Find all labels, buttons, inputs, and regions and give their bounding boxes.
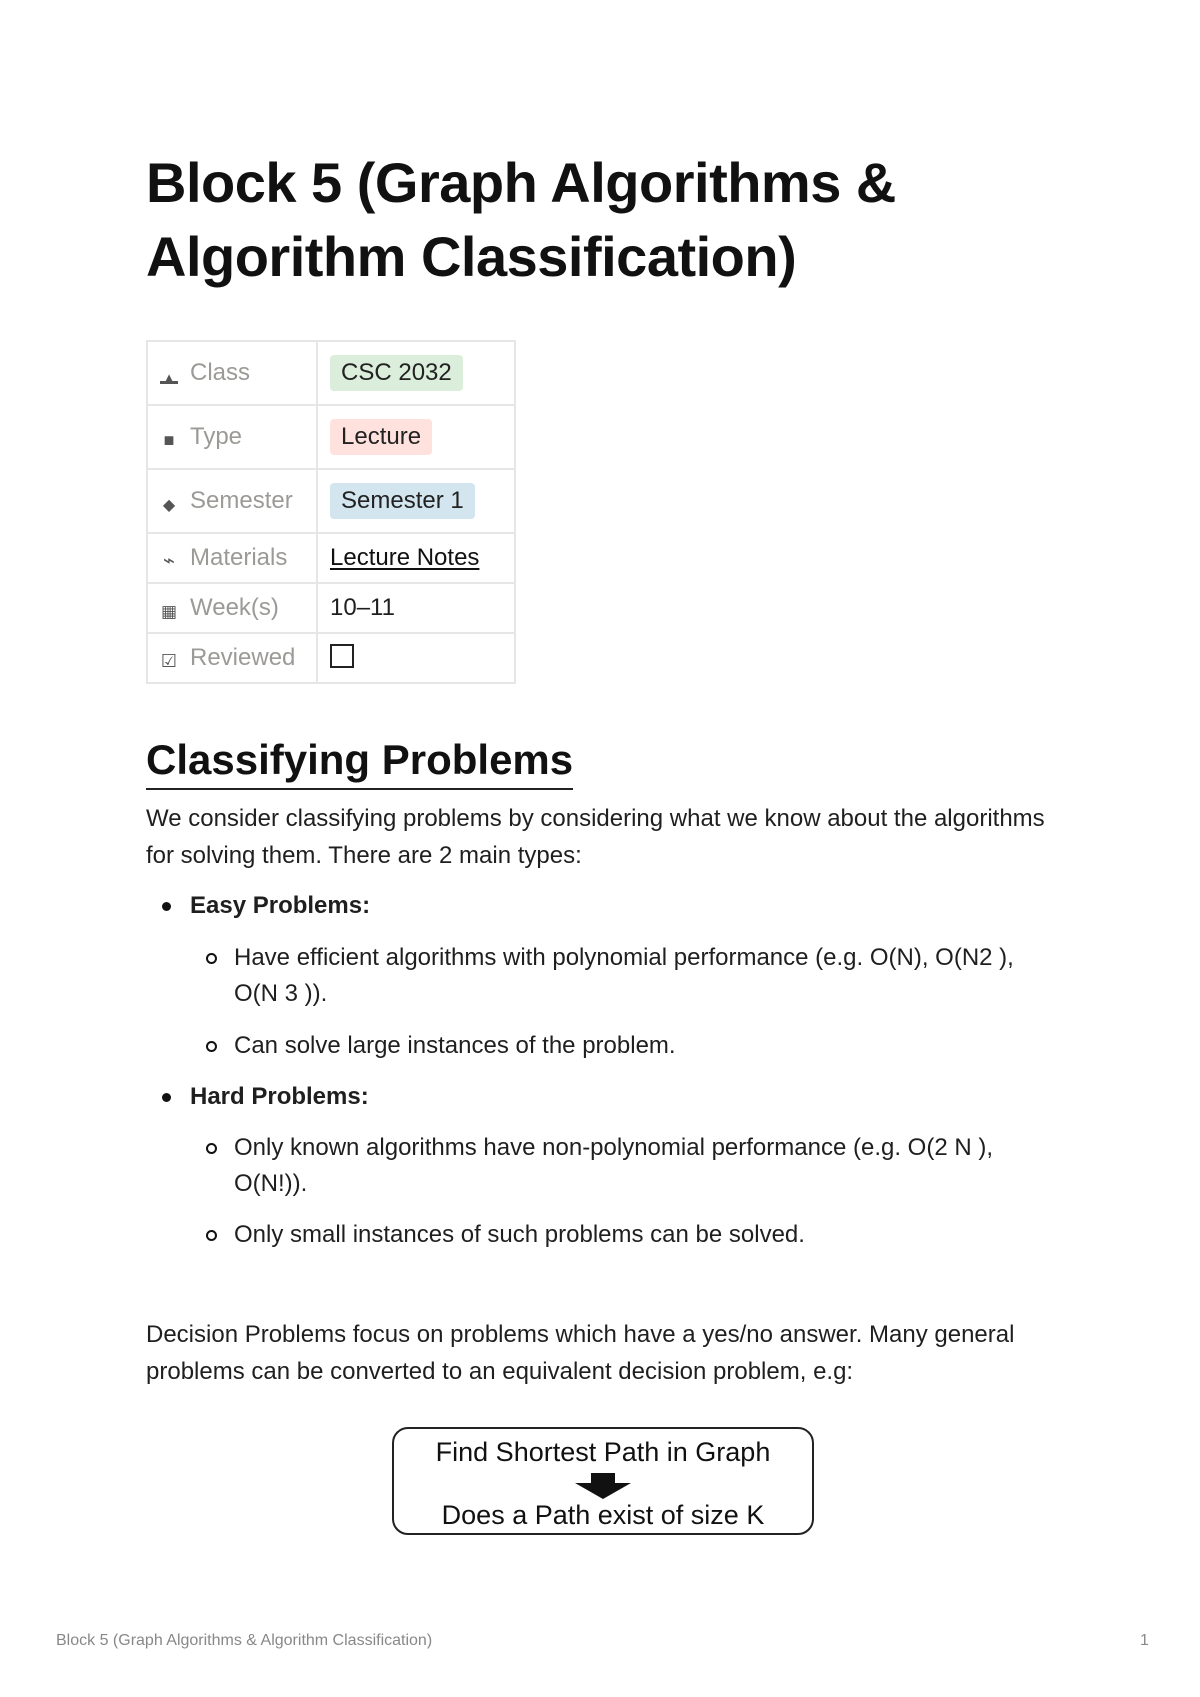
property-value[interactable]: [317, 341, 515, 405]
bullet-circle-icon: [206, 1041, 217, 1052]
property-row-semester: [147, 469, 515, 533]
decision-figure: [392, 1427, 814, 1535]
list-item: Have efficient algorithms with polynomial performance (e.g. O(N), O(N2 ), O(N 3 )).: [234, 940, 1064, 1012]
checkbox-icon: [160, 652, 178, 670]
property-row-materials: [147, 533, 515, 583]
property-key: ▲Class: [147, 341, 317, 405]
list-item: Can solve large instances of the problem.: [234, 1028, 1064, 1064]
bullet-dot-icon: [162, 1093, 171, 1102]
figure-bottom-text: Does a Path exist of size K: [441, 1500, 765, 1530]
property-value[interactable]: [317, 633, 515, 683]
book-icon: [160, 431, 178, 449]
list-item: Hard Problems:: [190, 1079, 369, 1115]
property-value[interactable]: [317, 405, 515, 469]
property-key: ☑Reviewed: [147, 633, 317, 683]
property-row-weeks: [147, 583, 515, 633]
property-value[interactable]: [317, 469, 515, 533]
graduation-cap-icon: [160, 497, 178, 515]
property-key: ■Type: [147, 405, 317, 469]
figure-top-text: Find Shortest Path in Graph: [435, 1437, 771, 1467]
down-arrow-icon: [575, 1473, 631, 1499]
page-number: 1: [1140, 1632, 1149, 1649]
section-heading: Classifying Problems: [146, 734, 573, 790]
property-value: 10–11: [317, 583, 515, 633]
semester-tag[interactable]: Semester 1: [330, 483, 475, 519]
property-value[interactable]: [317, 533, 515, 583]
properties-table: [146, 340, 516, 684]
property-key: ▦Week(s): [147, 583, 317, 633]
bullet-circle-icon: [206, 1230, 217, 1241]
bullet-circle-icon: [206, 1143, 217, 1154]
property-key: ◆Semester: [147, 469, 317, 533]
class-tag[interactable]: CSC 2032: [330, 355, 463, 391]
bullet-circle-icon: [206, 953, 217, 964]
bullet-dot-icon: [162, 902, 171, 911]
list-item: Easy Problems:: [190, 888, 370, 924]
property-row-type: [147, 405, 515, 469]
property-key: ⌁Materials: [147, 533, 317, 583]
lecture-notes-link[interactable]: Lecture Notes: [330, 544, 480, 571]
property-row-reviewed: [147, 633, 515, 683]
page-title: Block 5 (Graph Algorithms & Algorithm Classification): [146, 151, 896, 288]
property-row-class: [147, 341, 515, 405]
intro-paragraph: We consider classifying problems by considering what we know about the algorithms for solving them. There are 2 main types:: [146, 805, 1045, 869]
calendar-icon: [160, 603, 178, 621]
page-footer: Block 5 (Graph Algorithms & Algorithm Classification): [56, 1632, 433, 1649]
type-tag[interactable]: Lecture: [330, 419, 432, 455]
school-icon: [160, 369, 178, 384]
decision-paragraph: Decision Problems focus on problems which have a yes/no answer. Many general problems can be converted to an equivalent decision problem, e.g:: [146, 1321, 1015, 1385]
reviewed-checkbox[interactable]: [330, 644, 354, 668]
list-item: Only small instances of such problems can be solved.: [234, 1217, 1064, 1253]
paperclip-icon: [160, 552, 178, 570]
list-item: Only known algorithms have non-polynomial performance (e.g. O(2 N ), O(N!)).: [234, 1130, 1064, 1202]
